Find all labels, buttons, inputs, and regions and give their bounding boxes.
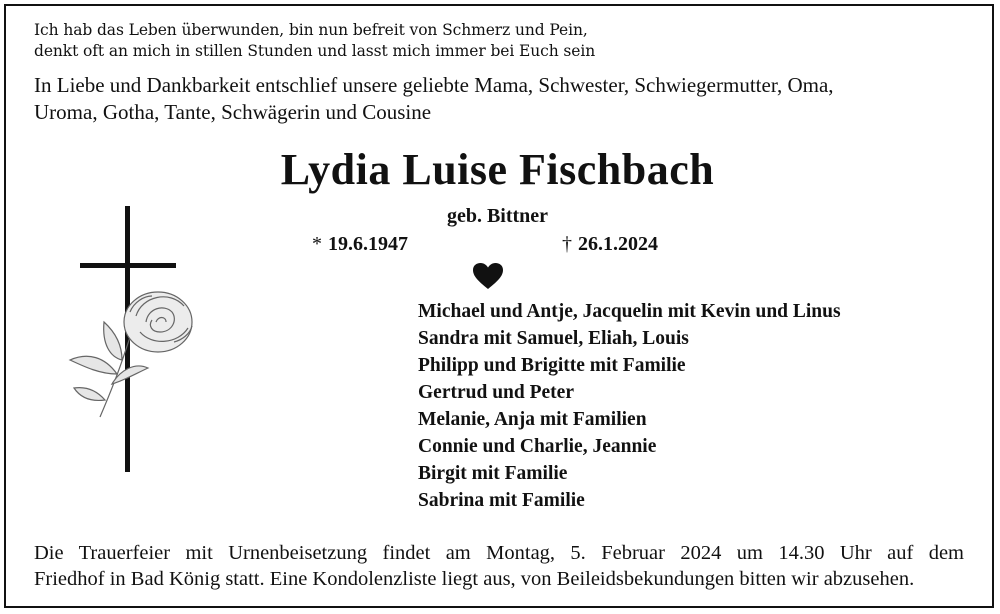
deceased-name: Lydia Luise Fischbach	[280, 145, 715, 194]
list-item: Sabrina mit Familie	[418, 490, 585, 511]
intro-line-2: Uroma, Gotha, Tante, Schwägerin und Cousine	[34, 100, 432, 124]
poem	[34, 20, 934, 62]
list-item: Gertrud und Peter	[418, 382, 574, 403]
birth-date-group	[312, 233, 408, 256]
death-symbol: †	[562, 233, 572, 255]
intro-line-1: In Liebe und Dankbarkeit entschlief unsere geliebte Mama, Schwester, Schwiegermutter, Oma,	[34, 73, 834, 97]
funeral-notice	[34, 540, 964, 592]
rose-icon	[60, 282, 205, 430]
list-item: Michael und Antje, Jacquelin mit Kevin und Linus	[418, 301, 841, 322]
birth-name: geb. Bittner	[446, 205, 549, 227]
death-date-group	[562, 233, 658, 256]
funeral-line-2: Friedhof in Bad König statt. Eine Kondolenzliste liegt aus, von Beileidsbekundungen bitten wir abzusehen.	[34, 568, 915, 590]
intro-text	[34, 72, 934, 126]
list-item: Melanie, Anja mit Familien	[418, 409, 647, 430]
survivors-list	[418, 298, 841, 514]
list-item: Birgit mit Familie	[418, 463, 568, 484]
birth-symbol: *	[312, 233, 322, 255]
birth-date: 19.6.1947	[328, 233, 408, 255]
poem-line-1: Ich hab das Leben überwunden, bin nun befreit von Schmerz und Pein,	[34, 21, 588, 39]
list-item: Connie und Charlie, Jeannie	[418, 436, 657, 457]
heart-icon	[472, 262, 504, 290]
poem-line-2: denkt oft an mich in stillen Stunden und lasst mich immer bei Euch sein	[34, 42, 596, 60]
list-item: Philipp und Brigitte mit Familie	[418, 355, 686, 376]
funeral-line-1: Die Trauerfeier mit Urnenbeisetzung findet am Montag, 5. Februar 2024 um 14.30 Uhr auf dem	[34, 542, 964, 564]
list-item: Sandra mit Samuel, Eliah, Louis	[418, 328, 689, 349]
death-date: 26.1.2024	[578, 233, 658, 255]
